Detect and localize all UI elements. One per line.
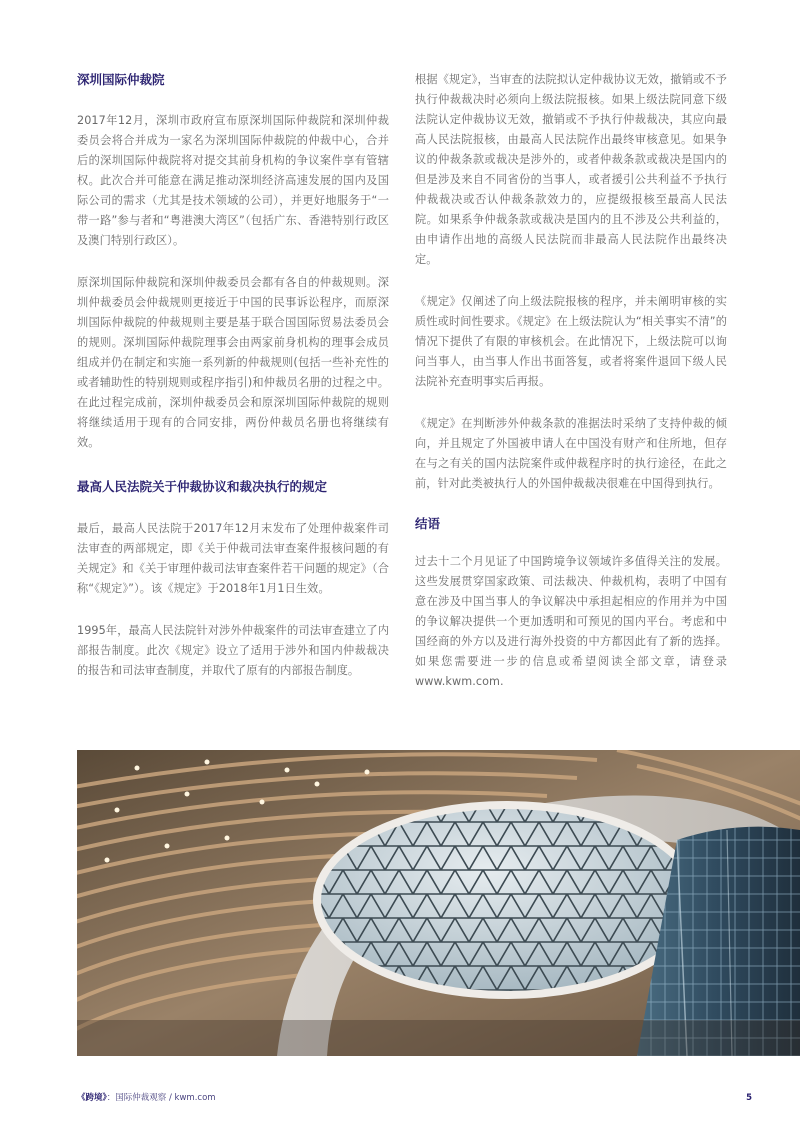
architecture-photo (77, 750, 800, 1056)
paragraph: 1995年，最高人民法院针对涉外仲裁案件的司法审查建立了内部报告制度。此次《规定》设立了适用于涉外和国内仲裁裁决的报告和司法审查制度，并取代了原有的内部报告制度。 (77, 624, 389, 677)
paragraph: 最后，最高人民法院于2017年12月末发布了处理仲裁案件司法审查的两部规定，即《关于仲裁司法审查案件报核问题的有关规定》和《关于审理仲裁司法审查案件若干问题的规定》（合称“《规定》”）。该《规定》于2018年1月1日生效。 (77, 522, 389, 595)
paragraph: 2017年12月，深圳市政府宣布原深圳国际仲裁院和深圳仲裁委员会将合并成为一家名为深圳国际仲裁院的仲裁中心，合并后的深圳国际仲裁院将对提交其前身机构的争议案件享有管辖权。此次合并可能意在满足推动深圳经济高速发展的国内及国际公司的需求（尤其是技术领域的公司），并更好地服务于“一带一路”参与者和“粤港澳大湾区”（包括广东、香港特别行政区及澳门特别行政区）。 (77, 114, 389, 247)
paragraph: 过去十二个月见证了中国跨境争议领域许多值得关注的发展。这些发展贯穿国家政策、司法裁决、仲裁机构，表明了中国有意在涉及中国当事人的争议解决中承担起相应的作用并为中国的争议解决提供一个更加透明和可预见的国内平台。考虑和中国经商的外方以及进行海外投资的中方都因此有了新的选择。如果您需要进一步的信息或希望阅读全部文章，请登录www.kwm.com. (415, 555, 727, 688)
paragraph: 根据《规定》，当审查的法院拟认定仲裁协议无效，撤销或不予执行仲裁裁决时必须向上级法院报核。如果上级法院同意下级法院认定仲裁协议无效，撤销或不予执行仲裁裁决，其应向最高人民法院报核，由最高人民法院作出最终审核意见。如果争议的仲裁条款或裁决是涉外的，或者仲裁条款或裁决是国内的但是涉及来自不同省份的当事人，或者援引公共利益不予执行仲裁裁决或否认仲裁条款效力的，应提级报核至最高人民法院。如果系争仲裁条款或裁决是国内的且不涉及公共利益的，由申请作出地的高级人民法院而非最高人民法院作出最终决定。 (415, 73, 727, 266)
page-number: 5 (746, 1093, 752, 1103)
page-footer (77, 1091, 752, 1105)
footer-separator: ： (106, 1093, 116, 1103)
paragraph: 原深圳国际仲裁院和深圳仲裁委员会都有各自的仲裁规则。深圳仲裁委员会仲裁规则更接近于中国的民事诉讼程序，而原深圳国际仲裁院的仲裁规则主要是基于联合国国际贸易法委员会的规则。深圳国际仲裁院理事会由两家前身机构的理事会成员组成并仍在制定和实施一系列新的仲裁规则(包括一些补充性的或者辅助性的特别规则或程序指引)和仲裁员名册的过程之中。在此过程完成前，深圳仲裁委员会和原深圳国际仲裁院的规则将继续适用于现有的合同安排，两份仲裁员名册也将继续有效。 (77, 276, 389, 449)
footer-section: 国际仲裁观察 / kwm.com (115, 1093, 216, 1103)
section-heading-shenzhen-court: 深圳国际仲裁院 (77, 72, 165, 87)
section-heading-supreme-court: 最高人民法院关于仲裁协议和裁决执行的规定 (77, 479, 328, 494)
paragraph: 《规定》在判断涉外仲裁条款的准据法时采纳了支持仲裁的倾向，并且规定了外国被申请人在中国没有财产和住所地，但存在与之有关的国内法院案件或仲裁程序时的执行途径，在此之前，针对此类被执行人的外国仲裁裁决很难在中国得到执行。 (415, 417, 727, 490)
paragraph: 《规定》仅阐述了向上级法院报核的程序，并未阐明审核的实质性或时间性要求。《规定》在上级法院认为“相关事实不清”的情况下提供了有限的审核机会。在此情况下，上级法院可以询问当事人，由当事人作出书面答复，或者将案件退回下级人民法院补充查明事实后再报。 (415, 295, 727, 388)
right-column (415, 70, 727, 714)
left-column (77, 70, 389, 703)
section-heading-conclusion: 结语 (415, 516, 441, 531)
publication-name: 《跨境》 (77, 1093, 107, 1103)
